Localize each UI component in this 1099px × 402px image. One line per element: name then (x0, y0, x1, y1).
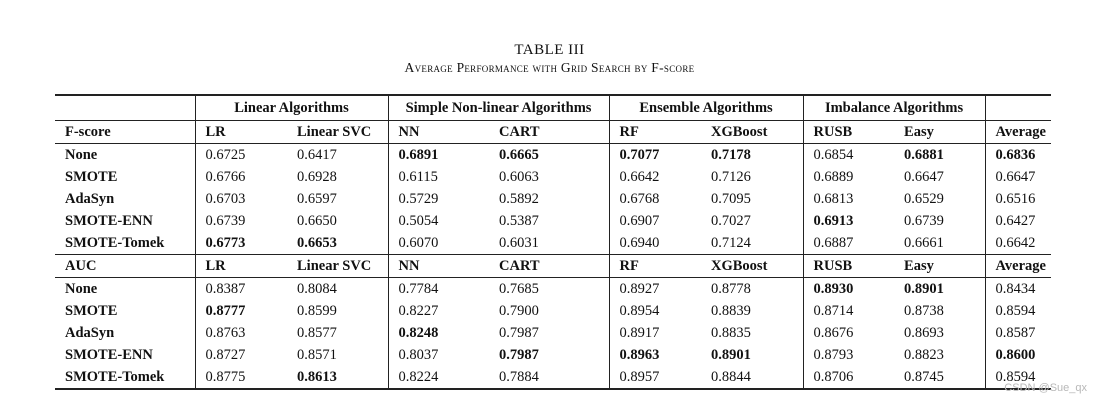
table-cell: 0.5729 (388, 188, 489, 210)
table-cell: 0.8613 (287, 366, 388, 389)
table-cell: 0.6063 (499, 169, 539, 185)
column-header: RUSB (803, 255, 894, 278)
column-header: Easy (894, 255, 985, 278)
table-cell: 0.6665 (499, 147, 539, 163)
row-label: None (65, 147, 98, 163)
table-cell: 0.7884 (489, 366, 609, 389)
table-cell: 0.6529 (904, 191, 944, 207)
table-cell: 0.8793 (803, 344, 894, 366)
table-cell: 0.6739 (195, 210, 287, 232)
table-cell: 0.6642 (609, 166, 701, 188)
table-cell: 0.8587 (985, 322, 1051, 344)
table-cell: 0.6115 (388, 166, 489, 188)
table-cell: 0.6647 (985, 166, 1051, 188)
column-header: NN (388, 121, 489, 144)
table-cell: 0.8901 (904, 281, 944, 297)
table-cell: 0.6881 (904, 147, 944, 163)
table-cell: 0.6653 (297, 235, 337, 251)
table-cell: 0.6891 (388, 144, 489, 167)
table-cell: 0.6928 (297, 169, 337, 185)
table-cell: 0.8927 (609, 278, 701, 301)
table-cell: 0.6768 (609, 188, 701, 210)
table-cell: 0.8387 (195, 278, 287, 301)
table-row (55, 210, 1051, 232)
table-row (55, 344, 1051, 366)
table-cell: 0.8930 (803, 278, 894, 301)
column-header: RUSB (803, 121, 894, 144)
column-header: RF (609, 255, 701, 278)
table-cell: 0.6887 (803, 232, 894, 255)
table-cell: 0.8957 (609, 366, 701, 389)
table-cell: 0.7987 (499, 347, 539, 363)
table-cell: 0.8778 (711, 281, 751, 297)
table-cell: 0.8835 (711, 325, 751, 341)
column-header: Linear SVC (287, 121, 388, 144)
group-header-row (55, 95, 1051, 121)
table-caption-title: TABLE III (514, 42, 585, 58)
row-label: SMOTE-Tomek (65, 235, 165, 251)
table-cell: 0.6940 (609, 232, 701, 255)
table-cell: 0.8600 (985, 344, 1051, 366)
section-header-row (55, 121, 1051, 144)
table-cell: 0.8775 (195, 366, 287, 389)
table-cell: 0.7077 (609, 144, 701, 167)
table-cell: 0.6417 (297, 147, 337, 163)
table-cell: 0.6703 (195, 188, 287, 210)
row-label: None (65, 281, 98, 297)
table-cell: 0.5054 (388, 210, 489, 232)
table-cell: 0.6725 (195, 144, 287, 167)
table-cell: 0.5892 (499, 191, 539, 207)
column-header: RF (609, 121, 701, 144)
column-header: LR (195, 121, 287, 144)
table-cell: 0.6650 (297, 213, 337, 229)
table-row (55, 188, 1051, 210)
row-label: AdaSyn (65, 191, 115, 207)
table-cell: 0.6516 (985, 188, 1051, 210)
table-cell: 0.6739 (904, 213, 944, 229)
table-cell: 0.6642 (985, 232, 1051, 255)
group-header-empty (55, 95, 195, 121)
group-header-linear: Linear Algorithms (195, 95, 388, 121)
metric-label: AUC (55, 255, 195, 278)
column-header: Average (985, 255, 1051, 278)
table-cell: 0.8844 (701, 366, 803, 389)
table-cell: 0.8693 (904, 325, 944, 341)
table-cell: 0.7095 (711, 191, 751, 207)
table-cell: 0.8599 (297, 303, 337, 319)
table-cell: 0.6913 (803, 210, 894, 232)
table-cell: 0.6773 (195, 232, 287, 255)
column-header: NN (388, 255, 489, 278)
table-row (55, 322, 1051, 344)
table-row (55, 144, 1051, 167)
table-cell: 0.6907 (609, 210, 701, 232)
table-cell: 0.7126 (711, 169, 751, 185)
table-cell: 0.8823 (904, 347, 944, 363)
table-cell: 0.8434 (985, 278, 1051, 301)
row-label: SMOTE-ENN (65, 347, 153, 363)
table-cell: 0.5387 (499, 213, 539, 229)
table-row (55, 166, 1051, 188)
table-cell: 0.8954 (609, 300, 701, 322)
section-header-row (55, 255, 1051, 278)
watermark: CSDN @Sue_qx (1004, 382, 1087, 394)
column-header: XGBoost (701, 121, 803, 144)
table-cell: 0.6597 (297, 191, 337, 207)
table-cell: 0.6854 (803, 144, 894, 167)
table-row (55, 232, 1051, 255)
table-cell: 0.8227 (388, 300, 489, 322)
row-label: SMOTE-ENN (65, 213, 153, 229)
table-cell: 0.8571 (297, 347, 337, 363)
table-cell: 0.8594 (985, 366, 1051, 389)
table-cell: 0.6836 (985, 144, 1051, 167)
table-cell: 0.8224 (388, 366, 489, 389)
table-cell: 0.8763 (195, 322, 287, 344)
table-cell: 0.6647 (904, 169, 944, 185)
table-cell: 0.8706 (803, 366, 894, 389)
table-cell: 0.8594 (985, 300, 1051, 322)
table-body (55, 95, 1051, 389)
column-header: LR (195, 255, 287, 278)
table-cell: 0.8577 (297, 325, 337, 341)
table-cell: 0.8917 (609, 322, 701, 344)
table-cell: 0.6813 (803, 188, 894, 210)
table-cell: 0.8248 (388, 322, 489, 344)
table-cell: 0.6070 (388, 232, 489, 255)
column-header: Easy (894, 121, 985, 144)
table-cell: 0.7178 (711, 147, 751, 163)
table-cell: 0.6427 (985, 210, 1051, 232)
table-cell: 0.7987 (499, 325, 539, 341)
table-cell: 0.8901 (711, 347, 751, 363)
table-cell: 0.8839 (711, 303, 751, 319)
table-cell: 0.8084 (297, 281, 337, 297)
column-header: Linear SVC (287, 255, 388, 278)
column-header: Average (985, 121, 1051, 144)
table-cell: 0.7685 (499, 281, 539, 297)
table-cell: 0.7900 (499, 303, 539, 319)
table-cell: 0.8777 (195, 300, 287, 322)
table-row (55, 366, 1051, 389)
group-header-average-empty (985, 95, 1051, 121)
table-cell: 0.8963 (609, 344, 701, 366)
row-label: SMOTE (65, 169, 118, 185)
table-cell: 0.6766 (195, 166, 287, 188)
table-row (55, 300, 1051, 322)
metric-label: F-score (55, 121, 195, 144)
performance-table (55, 94, 1051, 390)
table-cell: 0.8738 (904, 303, 944, 319)
group-header-nonlinear: Simple Non-linear Algorithms (388, 95, 609, 121)
table-row (55, 278, 1051, 301)
row-label: SMOTE (65, 303, 118, 319)
table-cell: 0.6031 (499, 235, 539, 251)
table-cell: 0.8714 (803, 300, 894, 322)
table-caption-subtitle: Average Performance with Grid Search by F-score (404, 60, 695, 75)
table-cell: 0.8745 (894, 366, 985, 389)
table-cell: 0.8676 (803, 322, 894, 344)
table-cell: 0.8727 (195, 344, 287, 366)
table-cell: 0.7027 (711, 213, 751, 229)
column-header: CART (489, 121, 609, 144)
group-header-ensemble: Ensemble Algorithms (609, 95, 803, 121)
table-cell: 0.6661 (904, 235, 944, 251)
table-cell: 0.6889 (803, 166, 894, 188)
table-cell: 0.7124 (711, 235, 751, 251)
row-label: AdaSyn (65, 325, 115, 341)
column-header: XGBoost (701, 255, 803, 278)
row-label: SMOTE-Tomek (55, 366, 195, 389)
table-cell: 0.8037 (388, 344, 489, 366)
table-cell: 0.7784 (388, 278, 489, 301)
column-header: CART (489, 255, 609, 278)
group-header-imbalance: Imbalance Algorithms (803, 95, 985, 121)
